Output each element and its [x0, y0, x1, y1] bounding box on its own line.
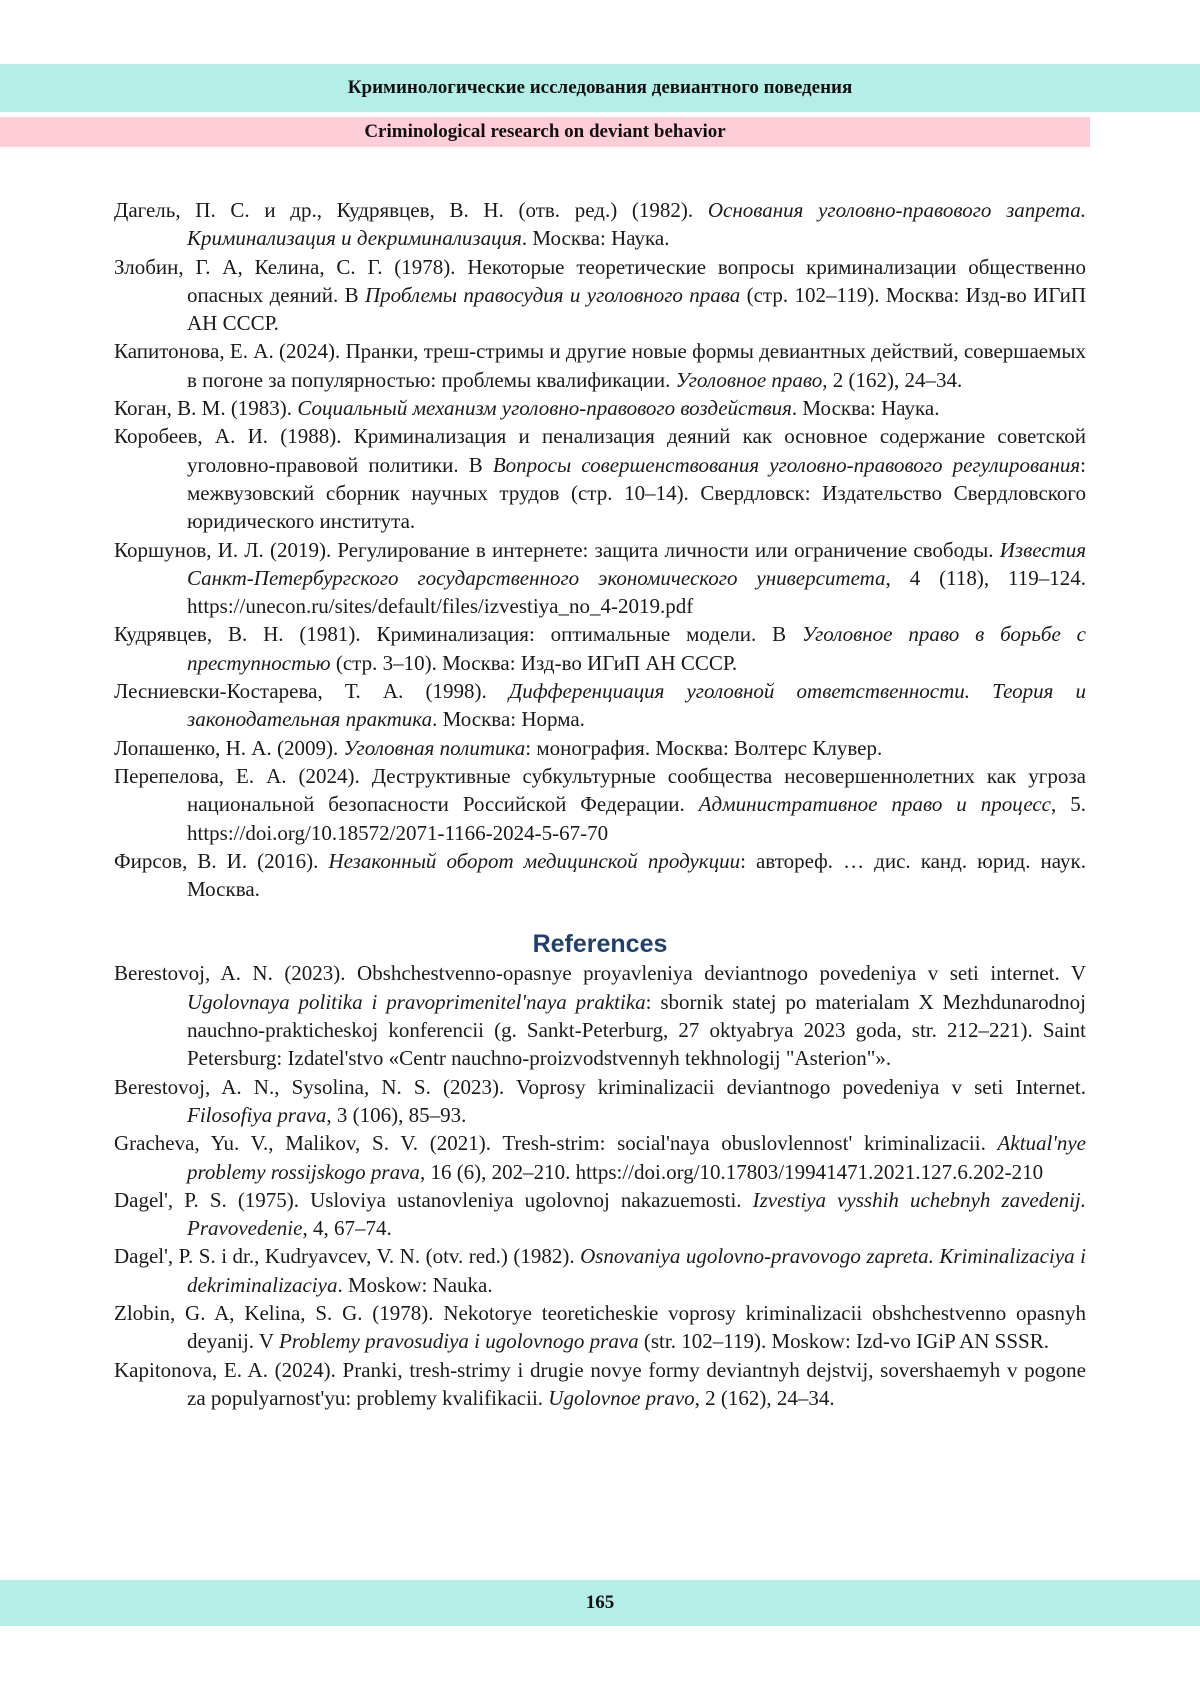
page-number: 165	[585, 1592, 615, 1613]
reference-source-title: Вопросы совершенствования уголовно-правового регулирования	[492, 452, 1081, 477]
reference-entry	[114, 1356, 1086, 1413]
reference-text: Кудрявцев, В. Н. (1981). Криминализация: оптимальные модели. В	[114, 622, 802, 647]
reference-text: Kapitonova, E. A. (2024). Pranki, tresh-strimy i drugie novye formy deviantnyh dejstvij, sovershaemyh v pogone za populyarnost'yu: problemy kvalifikacii.	[114, 1357, 1086, 1410]
reference-entry	[114, 762, 1086, 847]
reference-text: Dagel', P. S. i dr., Kudryavcev, V. N. (otv. red.) (1982).	[114, 1244, 581, 1269]
reference-text: Лесниевски-Костарева, Т. А. (1998).	[114, 679, 509, 704]
reference-entry	[114, 847, 1086, 904]
reference-source-title: Дифференциация уголовной ответственности. Теория и законодательная практика	[187, 679, 1087, 732]
reference-details: , 2 (162), 24–34.	[822, 367, 963, 392]
reference-source-title: Известия Санкт-Петербургского государственного экономического университета	[187, 537, 1086, 590]
reference-source-title: Ugolovnoe pravo	[548, 1385, 695, 1410]
reference-details: : sbornik statej po materialam X Mezhdunarodnoj nauchno-prakticheskoj konferencii (g. Sankt-Peterburg, 27 oktyabrya 2023 goda, str. 212–221). Saint Petersburg: Izdatel'stvo «Centr nauchno-proizvodstvennyh tekhnologij "Asterion"».	[187, 989, 1086, 1071]
reference-list	[114, 196, 1086, 1412]
reference-details: . Москва: Наука.	[521, 226, 670, 251]
reference-entry	[114, 1186, 1086, 1243]
reference-details: , 3 (106), 85–93.	[326, 1102, 467, 1127]
reference-source-title: Незаконный оборот медицинской продукции	[328, 848, 741, 873]
reference-entry	[114, 422, 1086, 535]
reference-entry	[114, 734, 1086, 762]
reference-entry	[114, 677, 1086, 734]
reference-details: : монография. Москва: Волтерс Клувер.	[525, 735, 883, 760]
reference-text: Коробеев, А. И. (1988). Криминализация и пенализация деяний как основное содержание советской уголовно-правовой политики. В	[114, 424, 1086, 477]
reference-text: Злобин, Г. А, Келина, С. Г. (1978). Некоторые теоретические вопросы криминализации общественно опасных деяний. В	[114, 254, 1086, 307]
reference-text: Zlobin, G. A, Kelina, S. G. (1978). Nekotorye teoreticheskie voprosy kriminalizacii obshchestvenno opasnyh deyanij. V	[114, 1300, 1086, 1354]
reference-details: , 4, 67–74.	[302, 1216, 392, 1241]
reference-source-title: Проблемы правосудия и уголовного права	[364, 282, 741, 307]
reference-list-russian	[114, 196, 1086, 903]
reference-details: , 16 (6), 202–210. https://doi.org/10.17803/19941471.2021.127.6.202-210	[419, 1159, 1044, 1184]
reference-details: , 4 (118), 119–124. https://unecon.ru/sites/default/files/izvestiya_no_4-2019.pdf	[187, 565, 1086, 619]
reference-details: . Москва: Наука.	[791, 396, 940, 421]
reference-entry	[114, 196, 1086, 253]
reference-entry	[114, 959, 1086, 1072]
reference-source-title: Уголовная политика	[343, 735, 526, 760]
reference-text: Berestovoj, A. N., Sysolina, N. S. (2023). Voprosy kriminalizacii deviantnogo povedeniya v seti Internet.	[114, 1074, 1086, 1099]
reference-text: Коршунов, И. Л. (2019). Регулирование в интернете: защита личности или ограничение свободы.	[114, 537, 1000, 562]
reference-entry	[114, 536, 1086, 621]
reference-source-title: Aktual'nye problemy rossijskogo prava	[187, 1131, 1086, 1184]
reference-text: Коган, В. М. (1983).	[114, 396, 298, 421]
reference-source-title: Ugolovnaya politika i pravoprimenitel'naya praktika	[187, 989, 646, 1014]
reference-text: Перепелова, Е. А. (2024). Деструктивные субкультурные сообщества несовершеннолетних как угроза национальной безопасности Российской Федерации.	[114, 763, 1086, 817]
reference-text: Дагель, П. С. и др., Кудрявцев, В. Н. (отв. ред.) (1982).	[114, 198, 708, 222]
reference-source-title: Уголовное право в борьбе с преступностью	[187, 622, 1086, 675]
reference-details: . Москва: Норма.	[432, 707, 585, 732]
reference-source-title: Osnovaniya ugolovno-pravovogo zapreta. Kriminalizaciya i dekriminalizaciya	[187, 1244, 1086, 1297]
reference-source-title: Социальный механизм уголовно-правового воздействия	[297, 396, 792, 421]
reference-source-title: Основания уголовно-правового запрета. Криминализация и декриминализация	[187, 198, 1086, 251]
reference-source-title: Уголовное право	[675, 367, 823, 392]
reference-details: , 2 (162), 24–34.	[694, 1385, 835, 1410]
journal-section-title-en	[0, 117, 1090, 147]
reference-entry	[114, 394, 1086, 422]
reference-details: , 5. https://doi.org/10.18572/2071-1166-2024-5-67-70	[187, 792, 1087, 845]
reference-source-title: Izvestiya vysshih uchebnyh zavedenij. Pravovedenie	[187, 1187, 1086, 1241]
section-title-ru-text: Криминологические исследования девиантного поведения	[347, 77, 853, 98]
reference-entry	[114, 1242, 1086, 1299]
journal-section-title-ru	[0, 64, 1200, 112]
reference-text: Dagel', P. S. (1975). Usloviya ustanovleniya ugolovnoj nakazuemosti.	[114, 1187, 753, 1212]
reference-entry	[114, 620, 1086, 677]
reference-entry	[114, 1129, 1086, 1186]
reference-text: Лопашенко, Н. А. (2009).	[114, 735, 344, 760]
reference-details: (стр. 102–119). Москва: Изд-во ИГиП АН СССР.	[187, 282, 1086, 336]
reference-text: Фирсов, В. И. (2016).	[114, 848, 329, 873]
reference-source-title: Filosofiya prava	[187, 1102, 327, 1127]
references-heading: References	[532, 930, 668, 959]
reference-source-title: Problemy pravosudiya i ugolovnogo prava	[278, 1329, 639, 1354]
reference-entry	[114, 1299, 1086, 1356]
reference-list-transliterated	[114, 959, 1086, 1412]
reference-text: Berestovoj, A. N. (2023). Obshchestvenno-opasnye proyavleniya deviantnogo povedeniya v seti internet. V	[114, 961, 1086, 986]
reference-details: : межвузовский сборник научных трудов (стр. 10–14). Свердловск: Издательство Свердловского юридического института.	[187, 452, 1086, 534]
reference-details: (стр. 3–10). Москва: Изд-во ИГиП АН СССР.	[330, 650, 738, 675]
reference-details: . Moskow: Nauka.	[337, 1272, 493, 1297]
reference-text: Gracheva, Yu. V., Malikov, S. V. (2021). Tresh-strim: social'naya obuslovlennost' kriminalizacii.	[114, 1131, 998, 1156]
reference-details: : автореф. … дис. канд. юрид. наук. Москва.	[187, 848, 1086, 902]
section-title-en-text: Criminological research on deviant behavior	[364, 121, 726, 142]
reference-source-title: Административное право и процесс	[698, 792, 1052, 817]
reference-details: (str. 102–119). Moskow: Izd-vo IGiP AN SSSR.	[638, 1329, 1049, 1354]
reference-entry	[114, 253, 1086, 338]
reference-entry	[114, 1073, 1086, 1130]
reference-text: Капитонова, Е. А. (2024). Пранки, треш-стримы и другие новые формы девиантных действий, совершаемых в погоне за популярностью: проблемы квалификации.	[114, 339, 1086, 392]
page-footer	[0, 1580, 1200, 1626]
reference-entry	[114, 337, 1086, 394]
